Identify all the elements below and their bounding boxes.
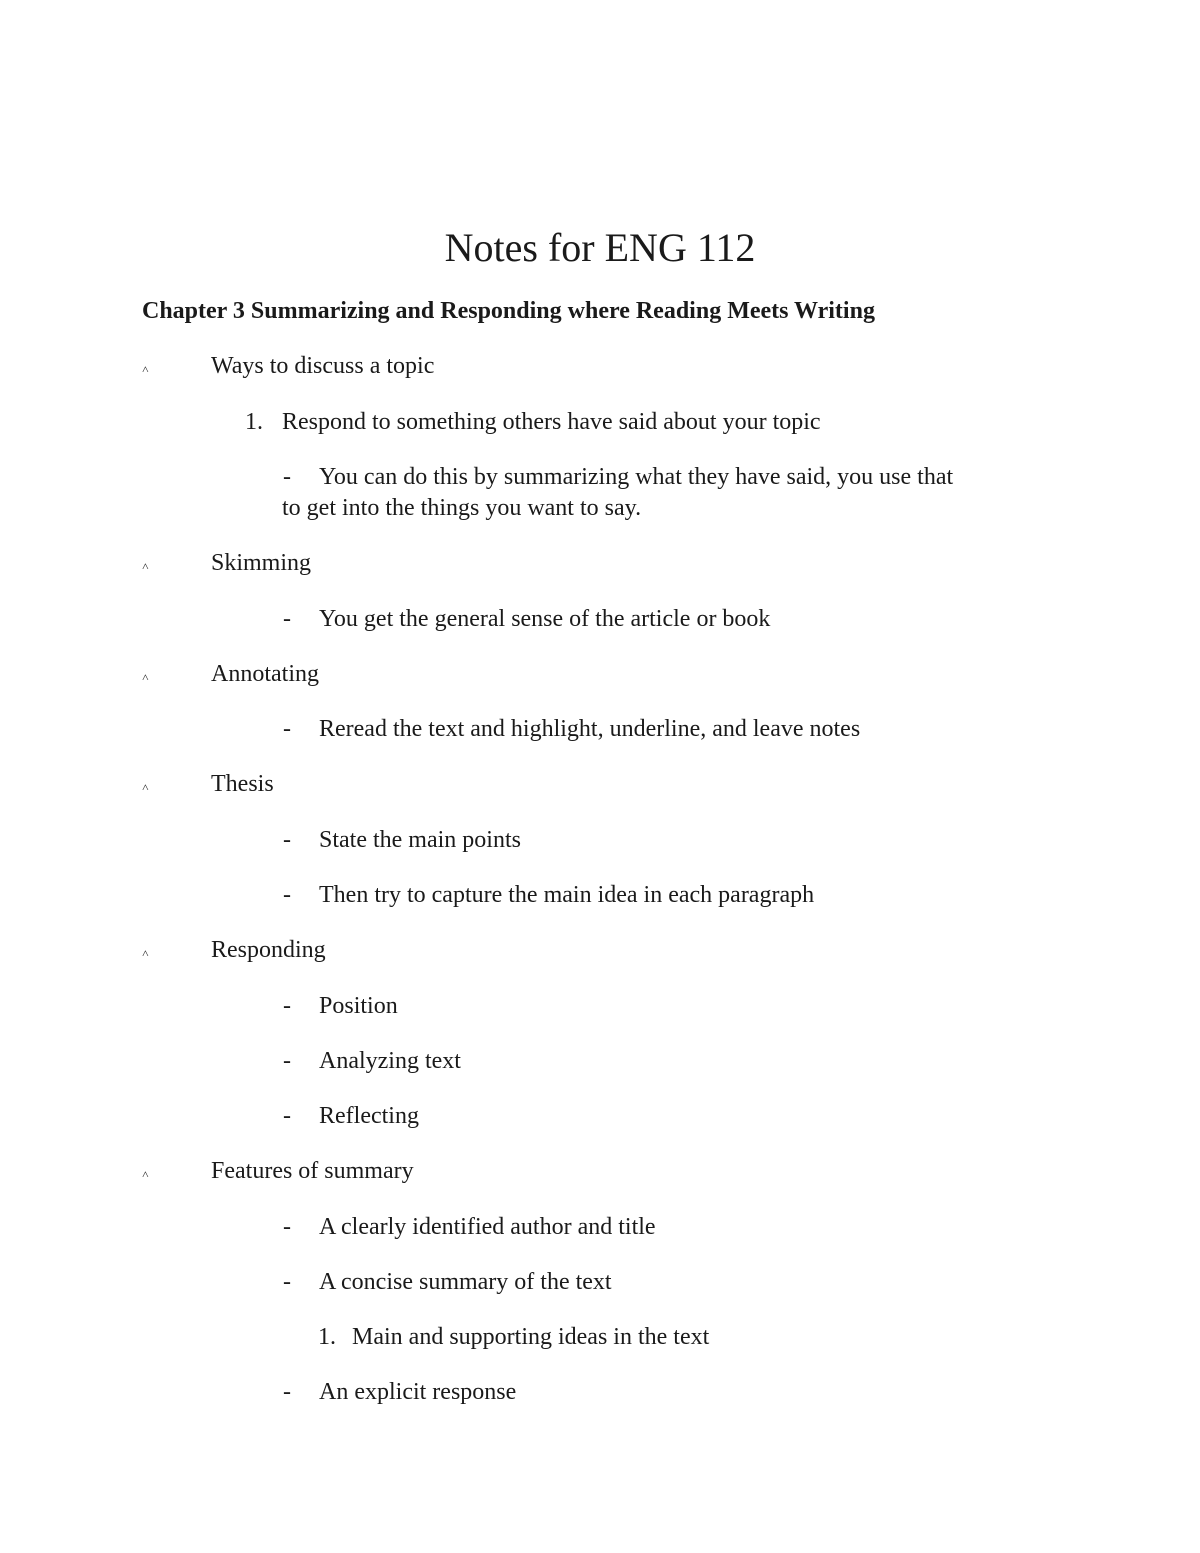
sub-item-reread: Reread the text and highlight, underline, and leave notes [319,716,861,742]
sub-item-summarizing-line1: You can do this by summarizing what they have said, you use that [319,464,954,490]
dash-icon: - [283,716,291,742]
sub-item-explicit-response: An explicit response [319,1379,517,1405]
dash-icon: - [283,993,291,1019]
bullet-icon: ˄ [142,670,149,684]
dash-icon: - [283,606,291,632]
sub-item-main-points: State the main points [319,827,521,853]
dash-icon: - [283,882,291,908]
sub-item-main-idea: Then try to capture the main idea in each paragraph [319,882,815,908]
bullet-icon: ˄ [142,1167,149,1181]
sub-item-position: Position [319,993,398,1019]
sub-item-analyzing-text: Analyzing text [319,1048,461,1074]
section-heading-ways: Ways to discuss a topic [211,353,435,379]
dash-icon: - [283,464,291,490]
section-heading-annotating: Annotating [211,661,319,687]
sub-item-author-title: A clearly identified author and title [319,1214,656,1240]
dash-icon: - [283,827,291,853]
sub-item-concise-summary: A concise summary of the text [319,1269,612,1295]
list-number: 1. [245,409,263,435]
sub-item-general-sense: You get the general sense of the article or book [319,606,771,632]
dash-icon: - [283,1103,291,1129]
list-number: 1. [318,1324,336,1350]
bullet-icon: ˄ [142,362,149,376]
sub-item-summarizing-line2: to get into the things you want to say. [282,495,642,521]
dash-icon: - [283,1379,291,1405]
section-heading-skimming: Skimming [211,550,312,576]
section-heading-responding: Responding [211,937,326,963]
numbered-item-respond: Respond to something others have said about your topic [282,409,821,435]
numbered-item-main-ideas: Main and supporting ideas in the text [352,1324,710,1350]
sub-item-reflecting: Reflecting [319,1103,419,1129]
section-heading-thesis: Thesis [211,771,274,797]
bullet-icon: ˄ [142,946,149,960]
chapter-heading: Chapter 3 Summarizing and Responding where Reading Meets Writing [142,298,875,324]
section-heading-features: Features of summary [211,1158,414,1184]
bullet-icon: ˄ [142,559,149,573]
document-title: Notes for ENG 112 [444,225,756,270]
bullet-icon: ˄ [142,780,149,794]
dash-icon: - [283,1269,291,1295]
dash-icon: - [283,1048,291,1074]
dash-icon: - [283,1214,291,1240]
